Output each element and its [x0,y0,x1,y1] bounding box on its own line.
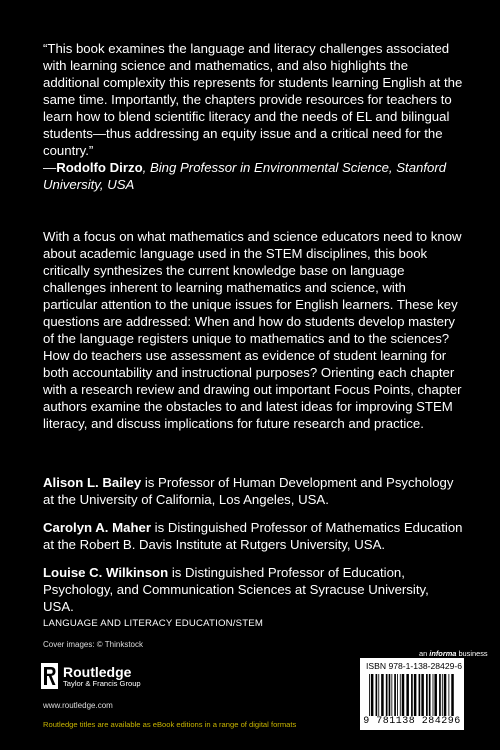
book-description: With a focus on what mathematics and science educators need to know about academic language used in the STEM disciplines, this book critically synthesizes the current knowledge base on language challenges inherent to learning mathematics and science, with particular attention to the unique issues for English learners. These key questions are addressed: When and how do students develop mastery of the language registers unique to mathematics and to the sciences? How do teachers use assessment as evidence of student learning for both accountability and instructional purposes? Orienting each chapter with a research review and drawing out important Focus Points, chapter authors examine the obstacles to and latest ideas for improving STEM literacy, and discuss implications for future research and practice. [43,229,462,431]
author-bio-text: is Distinguished Professor of Education, Psychology, and Communication Sciences at Syracuse University, USA. [43,565,429,614]
barcode-bar [378,674,379,716]
publisher-group: Taylor & Francis Group [63,678,141,688]
barcode-bar [406,674,409,716]
informa-business-tag: an informa business [419,649,488,658]
quote-attribution [43,159,463,193]
author-bio-text: is Distinguished Professor of Mathematics Education at the Robert B. Davis Institute at Rutgers University, USA. [43,520,463,552]
barcode-bar [381,674,384,716]
author-bios [43,474,463,626]
routledge-r-icon [41,663,58,689]
barcode-bar [439,674,441,716]
barcode-bars [368,674,456,716]
barcode-bar [433,674,434,716]
author-name: Carolyn A. Maher [43,520,151,535]
barcode-bar [414,674,417,716]
barcode-bar [421,674,424,716]
barcode-bar [391,674,392,716]
cover-credit: Cover images: © Thinkstock [43,640,144,649]
barcode-bar [394,674,396,716]
barcode-bar [400,674,401,716]
barcode-bar [376,674,378,716]
subject-category: LANGUAGE AND LITERACY EDUCATION/STEM [43,618,264,629]
author-bio [43,519,463,553]
author-name: Louise C. Wilkinson [43,565,169,580]
author-bio-text: is Professor of Human Development and Psychology at the University of California, Los Angeles, USA. [43,475,454,507]
barcode-bar [369,674,370,716]
author-bio [43,474,463,508]
barcode-bar [451,674,454,716]
publisher-name: Routledge [63,663,132,680]
barcode-bar [386,674,388,716]
ebook-note: Routledge titles are available as eBook editions in a range of digital formats [43,720,297,729]
barcode-bar [448,674,449,716]
barcode-bar [444,674,447,716]
barcode-bar [434,674,437,716]
isbn-barcode [360,658,464,730]
author-name: Alison L. Bailey [43,475,142,490]
publisher-url: www.routledge.com [43,701,113,710]
barcode-digits: 9 781138 284296 [363,716,461,727]
barcode-bar [389,674,391,716]
quote-text: “This book examines the language and literacy challenges associated with learning science and mathematics, and also highlights the additional complexity this represents for students learning English at the same time. Importantly, the chapters provide resources for teachers to learn how to blend scientific literacy and the needs of EL and bilingual students—thus addressing an equity issue and a critical need for the country.” [43,41,463,158]
quote-dash: — [43,160,57,175]
barcode-bar [426,674,428,716]
endorsement-quote [43,40,463,193]
barcode-bar [411,674,413,716]
author-bio [43,564,463,615]
publisher-logo [41,663,141,689]
barcode-bar [371,674,374,716]
barcode-bar [429,674,431,716]
barcode-bar [397,674,398,716]
quote-author: Rodolfo Dirzo [56,160,143,175]
barcode-bar [402,674,405,716]
isbn-label: ISBN 978-1-138-28429-6 [366,661,463,671]
barcode-bar [419,674,421,716]
barcode-bar [442,674,443,716]
quote-affiliation: , Bing Professor in Environmental Science, Stanford University, USA [43,160,447,192]
informa-brand: informa [429,649,457,658]
